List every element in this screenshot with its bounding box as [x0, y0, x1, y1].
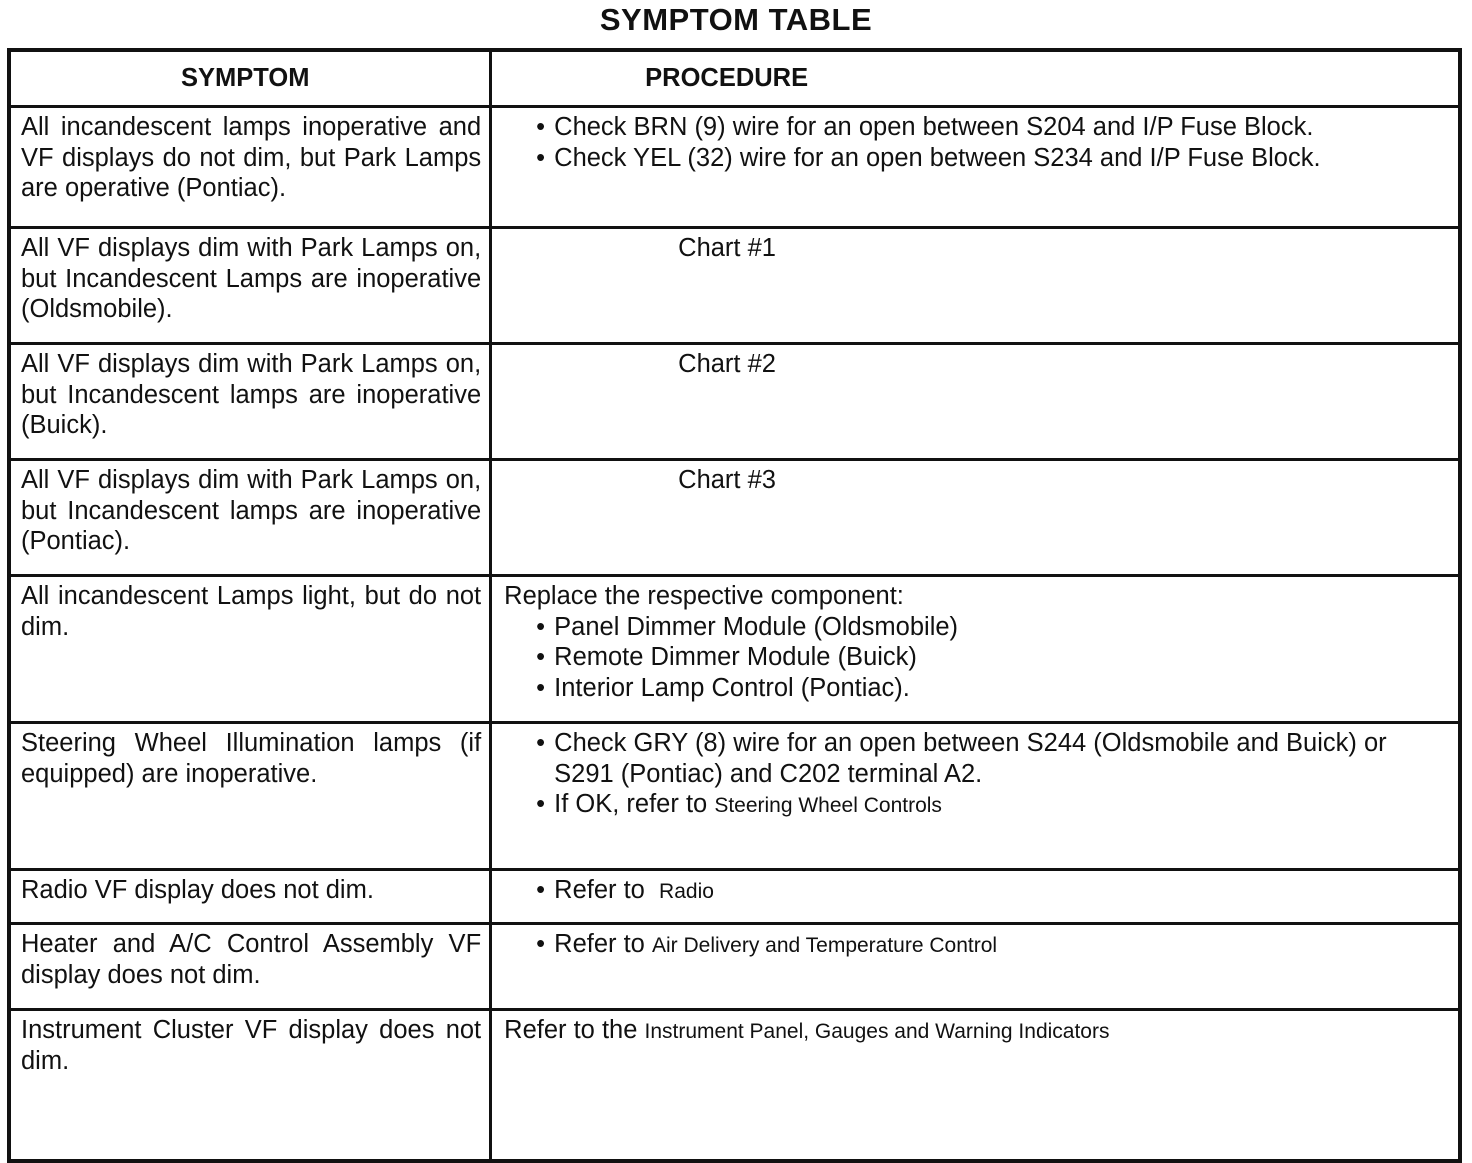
- symptom-cell: All VF displays dim with Park Lamps on, but Incandescent lamps are inoperative (Buick).: [9, 344, 491, 460]
- procedure-cell: [491, 576, 1460, 723]
- symptom-table: [7, 48, 1462, 1163]
- symptom-cell: All VF displays dim with Park Lamps on, but Incandescent lamps are inoperative (Pontiac).: [9, 460, 491, 576]
- procedure-lead: Refer to the: [504, 1016, 638, 1044]
- bullet-icon: •: [536, 113, 546, 141]
- chart-reference: Chart #1: [678, 234, 776, 262]
- refer-target: Instrument Panel, Gauges and Warning Indicators: [644, 1020, 1110, 1043]
- procedure-cell: [491, 870, 1460, 924]
- procedure-bullet: [504, 789, 1450, 822]
- symptom-cell: All incandescent lamps inoperative and VF displays do not dim, but Park Lamps are operative (Pontiac).: [9, 107, 491, 228]
- bullet-icon: •: [536, 930, 546, 958]
- table-row: [9, 344, 1460, 460]
- table-row: [9, 228, 1460, 344]
- bullet-icon: •: [536, 729, 546, 757]
- procedure-bullet: • Interior Lamp Control (Pontiac).: [536, 673, 910, 702]
- symptom-column-header: SYMPTOM: [9, 50, 491, 107]
- symptom-cell: All VF displays dim with Park Lamps on, but Incandescent Lamps are inoperative (Oldsmobile).: [9, 228, 491, 344]
- procedure-cell: [491, 924, 1460, 1010]
- table-row: [9, 1010, 1460, 1162]
- procedure-cell: [491, 344, 1460, 460]
- procedure-cell: [491, 1010, 1460, 1162]
- bullet-icon: •: [536, 790, 546, 818]
- procedure-bullet: • Panel Dimmer Module (Oldsmobile): [536, 612, 959, 641]
- symptom-cell: Radio VF display does not dim.: [9, 870, 491, 924]
- procedure-bullet: [504, 929, 1450, 962]
- table-header-row: [9, 50, 1460, 107]
- procedure-cell: [491, 107, 1460, 228]
- procedure-column-header: PROCEDURE: [491, 50, 1460, 107]
- bullet-icon: •: [536, 643, 546, 671]
- procedure-cell: [491, 228, 1460, 344]
- procedure-cell: [491, 460, 1460, 576]
- symptom-cell: All incandescent Lamps light, but do not dim.: [9, 576, 491, 723]
- procedure-bullet: • Check YEL (32) wire for an open between S234 and I/P Fuse Block.: [536, 143, 1321, 172]
- table-row: [9, 460, 1460, 576]
- symptom-cell: Heater and A/C Control Assembly VF display does not dim.: [9, 924, 491, 1010]
- refer-target: Steering Wheel Controls: [714, 794, 942, 817]
- refer-target: Radio: [659, 880, 714, 903]
- table-row: [9, 576, 1460, 723]
- table-row: [9, 870, 1460, 924]
- refer-prefix: If OK, refer to: [554, 790, 708, 818]
- table-row: [9, 107, 1460, 228]
- page-title: SYMPTOM TABLE: [599, 2, 873, 37]
- procedure-lead: Replace the respective component:: [504, 582, 904, 610]
- bullet-icon: •: [536, 876, 546, 904]
- procedure-cell: [491, 723, 1460, 870]
- refer-prefix: Refer to: [554, 876, 645, 904]
- bullet-icon: •: [536, 143, 546, 172]
- symptom-cell: Steering Wheel Illumination lamps (if equipped) are inoperative.: [9, 723, 491, 870]
- procedure-bullet: • Check BRN (9) wire for an open between S204 and I/P Fuse Block.: [536, 113, 1314, 141]
- chart-reference: Chart #2: [678, 350, 776, 378]
- refer-prefix: Refer to: [554, 930, 645, 958]
- bullet-icon: •: [536, 673, 546, 702]
- chart-reference: Chart #3: [678, 466, 776, 494]
- refer-target: Air Delivery and Temperature Control: [651, 934, 998, 957]
- procedure-bullet: [504, 875, 1450, 908]
- bullet-icon: •: [536, 612, 546, 641]
- procedure-bullet: • Remote Dimmer Module (Buick): [536, 643, 917, 671]
- procedure-bullet: • Check GRY (8) wire for an open between S244 (Oldsmobile and Buick) or S291 (Pontiac) and C202 terminal A2.: [536, 729, 1387, 788]
- table-row: [9, 723, 1460, 870]
- table-row: [9, 924, 1460, 1010]
- symptom-cell: Instrument Cluster VF display does not dim.: [9, 1010, 491, 1162]
